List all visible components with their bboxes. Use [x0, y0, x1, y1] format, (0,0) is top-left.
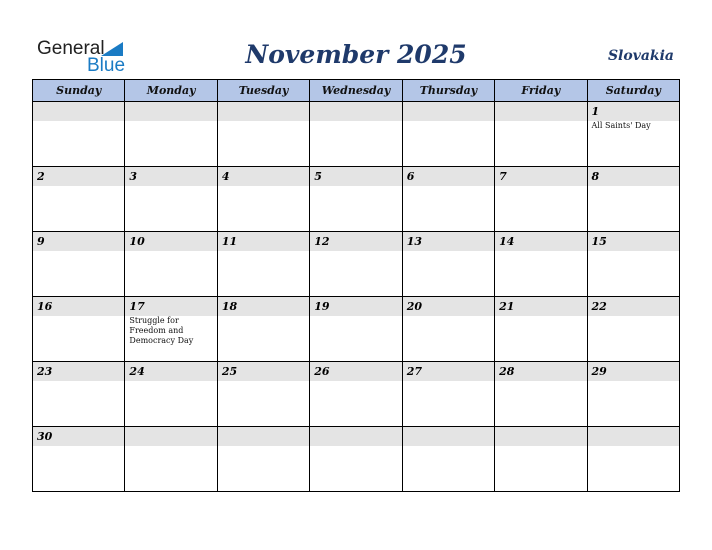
country-label: Slovakia [607, 48, 674, 64]
day-number [218, 427, 309, 446]
day-cell [33, 427, 125, 492]
day-cell [495, 427, 587, 492]
day-number: 12 [310, 232, 401, 251]
day-cell [217, 167, 309, 232]
day-cell [402, 297, 494, 362]
day-cell [33, 102, 125, 167]
day-number [495, 102, 586, 121]
day-cell [217, 297, 309, 362]
week-row [33, 362, 680, 427]
day-number: 20 [403, 297, 494, 316]
calendar-grid [32, 79, 680, 492]
day-cell [402, 102, 494, 167]
day-number: 4 [218, 167, 309, 186]
day-cell [402, 362, 494, 427]
day-cell [402, 232, 494, 297]
day-number [495, 427, 586, 446]
weekday-sunday: Sunday [33, 80, 125, 102]
day-number: 2 [33, 167, 124, 186]
day-number [588, 427, 679, 446]
day-number: 13 [403, 232, 494, 251]
day-number: 6 [403, 167, 494, 186]
week-row [33, 102, 680, 167]
day-number: 7 [495, 167, 586, 186]
day-cell [495, 232, 587, 297]
day-cell [402, 167, 494, 232]
day-cell [495, 102, 587, 167]
day-number: 5 [310, 167, 401, 186]
day-cell [587, 167, 679, 232]
day-number: 16 [33, 297, 124, 316]
day-cell [217, 102, 309, 167]
day-number: 27 [403, 362, 494, 381]
day-cell [125, 297, 217, 362]
day-number: 25 [218, 362, 309, 381]
day-number [125, 102, 216, 121]
day-cell [587, 297, 679, 362]
logo-general: General [37, 38, 105, 59]
day-cell [33, 167, 125, 232]
day-cell [495, 297, 587, 362]
weekday-friday: Friday [495, 80, 587, 102]
day-cell [310, 362, 402, 427]
day-number: 22 [588, 297, 679, 316]
day-cell [402, 427, 494, 492]
day-number: 21 [495, 297, 586, 316]
day-number: 11 [218, 232, 309, 251]
day-number: 18 [218, 297, 309, 316]
weekday-tuesday: Tuesday [217, 80, 309, 102]
day-number: 23 [33, 362, 124, 381]
day-number [125, 427, 216, 446]
holiday-label: All Saints' Day [591, 121, 651, 130]
day-number: 9 [33, 232, 124, 251]
day-cell [125, 102, 217, 167]
day-cell [125, 167, 217, 232]
day-number: 24 [125, 362, 216, 381]
holiday-label: Struggle for Freedom and Democracy Day [129, 316, 194, 345]
day-number: 15 [588, 232, 679, 251]
day-number [310, 427, 401, 446]
day-cell [310, 102, 402, 167]
day-number: 28 [495, 362, 586, 381]
day-number: 8 [588, 167, 679, 186]
day-number: 10 [125, 232, 216, 251]
day-cell [310, 297, 402, 362]
logo-blue: Blue [87, 55, 126, 76]
day-cell [310, 427, 402, 492]
day-number: 30 [33, 427, 124, 446]
day-cell [217, 427, 309, 492]
day-number: 29 [588, 362, 679, 381]
day-number [310, 102, 401, 121]
day-cell [33, 232, 125, 297]
day-number: 1 [588, 102, 679, 121]
day-cell [125, 232, 217, 297]
day-number [403, 427, 494, 446]
day-number: 17 [125, 297, 216, 316]
weekday-header-row [33, 80, 680, 102]
day-cell [125, 427, 217, 492]
day-number: 19 [310, 297, 401, 316]
day-cell [587, 362, 679, 427]
day-cell [310, 232, 402, 297]
day-cell [217, 362, 309, 427]
week-row [33, 232, 680, 297]
day-cell [587, 232, 679, 297]
week-row [33, 427, 680, 492]
day-cell [310, 167, 402, 232]
day-number: 14 [495, 232, 586, 251]
week-row [33, 167, 680, 232]
day-cell [33, 362, 125, 427]
day-cell [217, 232, 309, 297]
week-row [33, 297, 680, 362]
day-number: 26 [310, 362, 401, 381]
weekday-wednesday: Wednesday [310, 80, 402, 102]
day-cell [125, 362, 217, 427]
day-number: 3 [125, 167, 216, 186]
day-number [33, 102, 124, 121]
day-cell [495, 167, 587, 232]
day-cell [587, 102, 679, 167]
weekday-thursday: Thursday [402, 80, 494, 102]
day-number [218, 102, 309, 121]
weekday-monday: Monday [125, 80, 217, 102]
day-cell [587, 427, 679, 492]
day-cell [495, 362, 587, 427]
day-number [403, 102, 494, 121]
day-cell [33, 297, 125, 362]
page-title: November 2025 [245, 40, 467, 69]
weekday-saturday: Saturday [587, 80, 679, 102]
